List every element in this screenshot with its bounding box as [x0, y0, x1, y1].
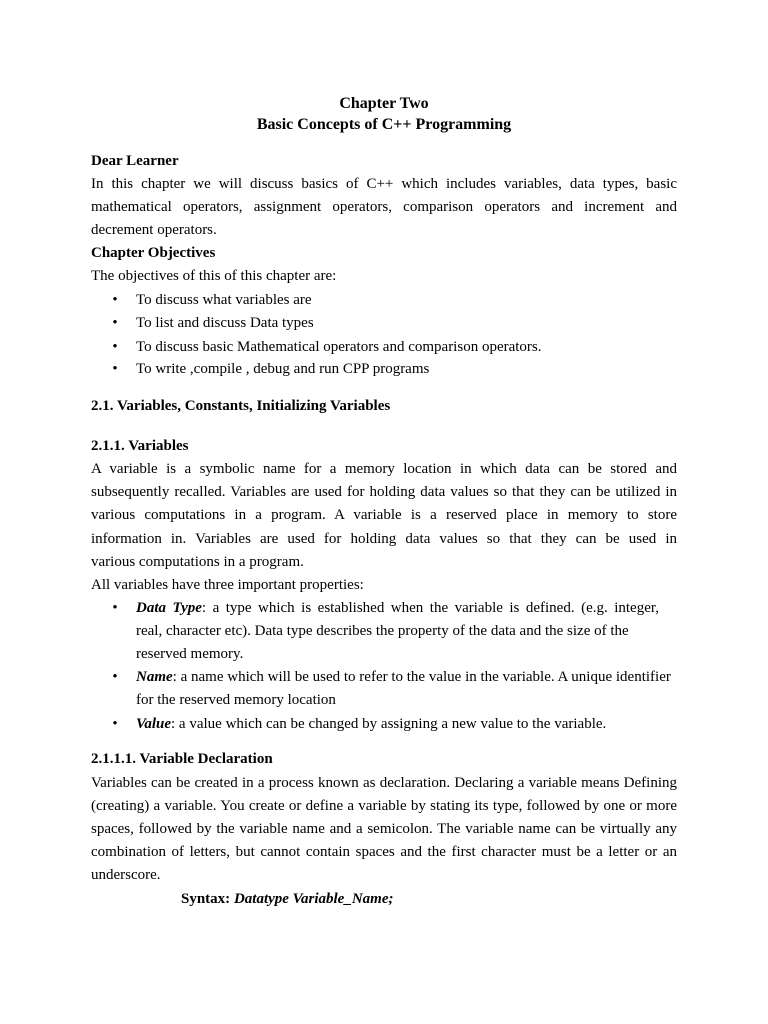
property-desc: : a value which can be changed by assigning a new value to the variable.	[171, 716, 607, 732]
objective-item: To discuss basic Mathematical operators and comparison operators.	[136, 339, 542, 355]
property-desc-line: real, character etc). Data type describes the property of the data and the size of the	[136, 623, 629, 639]
paragraph-line: A variable is a symbolic name for a memory location in which data can be stored and	[91, 461, 677, 477]
objective-item: To write ,compile , debug and run CPP programs	[136, 361, 430, 377]
section-heading-2-1-1-1: 2.1.1.1. Variable Declaration	[91, 751, 273, 767]
paragraph-line: Variables can be created in a process known as declaration. Declaring a variable means Defining	[91, 775, 677, 791]
paragraph-line: spaces, followed by the variable name and a semicolon. The variable name can be virtually any	[91, 821, 677, 837]
syntax-label: Syntax:	[181, 891, 231, 907]
bullet-icon: •	[112, 361, 118, 377]
property-term: Name	[136, 669, 173, 685]
bullet-icon: •	[112, 339, 118, 355]
paragraph-line: various computations in a program.	[91, 554, 304, 570]
objectives-heading: Chapter Objectives	[91, 245, 216, 261]
paragraph-line: (creating) a variable. You create or define a variable by stating its type, followed by one or more	[91, 798, 677, 814]
intro-line: decrement operators.	[91, 222, 217, 238]
bullet-icon: •	[112, 716, 118, 732]
property-term: Data Type	[136, 600, 202, 616]
section-heading-2-1: 2.1. Variables, Constants, Initializing Variables	[91, 398, 391, 414]
syntax-line	[181, 889, 394, 909]
paragraph-line: combination of letters, but cannot contain spaces and the first character must be a letter or an	[91, 844, 677, 860]
section-heading-2-1-1: 2.1.1. Variables	[91, 438, 189, 454]
property-term: Value	[136, 716, 172, 732]
bullet-icon: •	[112, 315, 118, 331]
bullet-icon: •	[112, 292, 118, 308]
paragraph-line: underscore.	[91, 867, 161, 883]
property-item	[136, 714, 606, 734]
property-desc: : a name which will be used to refer to the value in the variable. A unique identifier	[172, 669, 671, 685]
objective-item: To discuss what variables are	[136, 292, 312, 308]
syntax-value: Datatype Variable_Name;	[233, 891, 394, 907]
property-desc: : a type which is established when the variable is defined. (e.g. integer,	[201, 600, 660, 616]
property-item	[136, 598, 659, 618]
properties-lead: All variables have three important properties:	[91, 577, 364, 593]
bullet-icon: •	[112, 600, 118, 616]
bullet-icon: •	[112, 669, 118, 685]
chapter-title: Chapter Two	[339, 95, 429, 112]
property-item	[136, 667, 671, 687]
property-desc-line: reserved memory.	[136, 646, 244, 662]
intro-line: mathematical operators, assignment operators, comparison operators and increment and	[91, 199, 677, 215]
paragraph-line: subsequently recalled. Variables are used for holding data values so that they can be utilized in	[91, 484, 677, 500]
objective-item: To list and discuss Data types	[136, 315, 314, 331]
paragraph-line: various computations in a program. A variable is a reserved place in memory to store	[91, 507, 677, 523]
objectives-lead: The objectives of this of this chapter are:	[91, 268, 337, 284]
paragraph-line: information in. Variables are used for holding data values so that they can be used in	[91, 531, 677, 547]
intro-heading: Dear Learner	[91, 153, 179, 169]
property-desc-line: for the reserved memory location	[136, 692, 336, 708]
chapter-subtitle: Basic Concepts of C++ Programming	[256, 116, 512, 133]
intro-line: In this chapter we will discuss basics of C++ which includes variables, data types, basic	[91, 176, 677, 192]
